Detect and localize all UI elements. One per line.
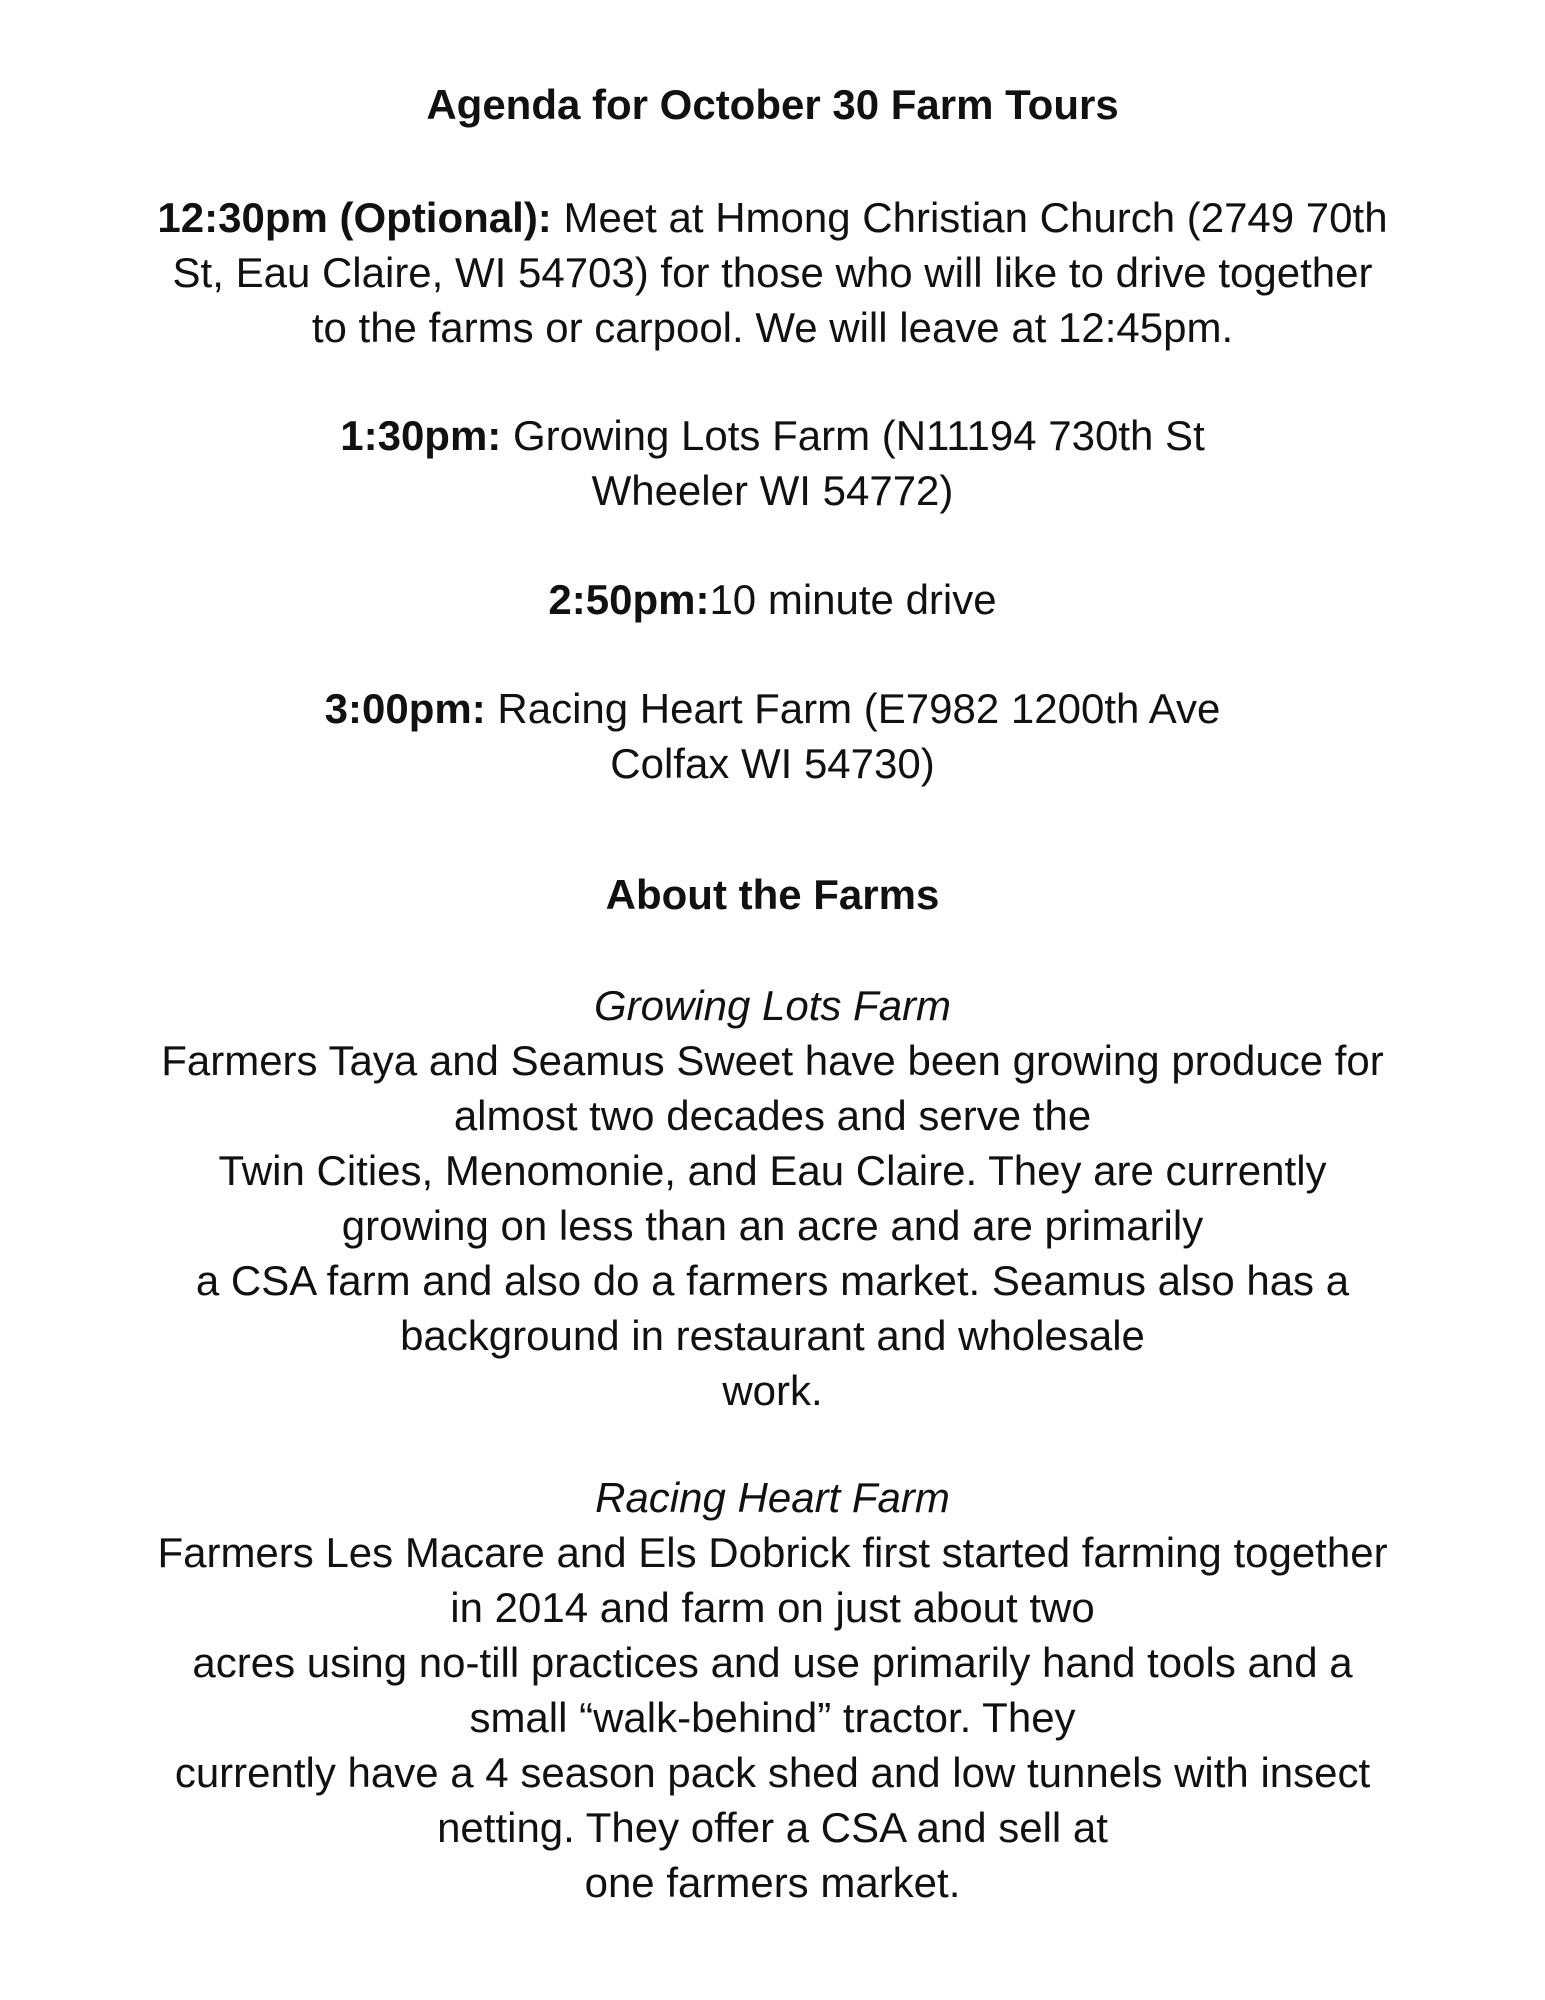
farm-text: background in restaurant and wholesale (400, 1312, 1145, 1359)
farm-text: almost two decades and serve the (453, 1092, 1092, 1139)
farm-name: Racing Heart Farm (595, 1474, 950, 1521)
farm-text: Twin Cities, Menomonie, and Eau Claire. They are currently (218, 1147, 1327, 1194)
agenda-item-racing-heart (70, 681, 1475, 791)
farm-description-racing-heart (70, 1470, 1475, 1910)
agenda-item-carpool (70, 190, 1475, 355)
agenda-time: 2:50pm: (548, 576, 710, 623)
farm-text: a CSA farm and also do a farmers market. Seamus also has a (195, 1257, 1350, 1304)
farm-text: one farmers market. (584, 1859, 961, 1906)
agenda-line (70, 190, 1475, 245)
agenda-text: Wheeler WI 54772) (591, 467, 954, 514)
agenda-text: St, Eau Claire, WI 54703) for those who will like to drive together (172, 249, 1373, 296)
agenda-text: 10 minute drive (709, 576, 997, 623)
agenda-text: Racing Heart Farm (E7982 1200th Ave (497, 685, 1221, 732)
farm-text: Farmers Taya and Seamus Sweet have been growing produce for (161, 1037, 1384, 1084)
agenda-text: to the farms or carpool. We will leave at 12:45pm. (311, 304, 1234, 351)
agenda-time: 3:00pm: (324, 685, 486, 732)
agenda-line (70, 572, 1475, 627)
farm-description-growing-lots (70, 978, 1475, 1418)
farm-text: currently have a 4 season pack shed and low tunnels with insect (174, 1749, 1371, 1796)
agenda-time: 12:30pm (Optional): (157, 194, 552, 241)
agenda-text: Growing Lots Farm (N11194 730th St (512, 412, 1205, 459)
agenda-item-growing-lots (70, 408, 1475, 518)
agenda-line (70, 681, 1475, 736)
agenda-text: Colfax WI 54730) (610, 740, 935, 787)
farm-text: small “walk-behind” tractor. They (469, 1694, 1076, 1741)
agenda-line (70, 408, 1475, 463)
farm-text: Farmers Les Macare and Els Dobrick first started farming together (157, 1529, 1388, 1576)
farm-name: Growing Lots Farm (593, 982, 952, 1029)
agenda-text: Meet at Hmong Christian Church (2749 70th (563, 194, 1388, 241)
about-farms-heading: About the Farms (605, 871, 940, 918)
document-title: Agenda for October 30 Farm Tours (426, 81, 1119, 128)
farm-text: work. (722, 1367, 823, 1414)
farm-text: netting. They offer a CSA and sell at (437, 1804, 1108, 1851)
agenda-time: 1:30pm: (340, 412, 502, 459)
agenda-item-drive (70, 572, 1475, 627)
farm-text: acres using no-till practices and use primarily hand tools and a (192, 1639, 1353, 1686)
farm-text: growing on less than an acre and are primarily (341, 1202, 1204, 1249)
farm-text: in 2014 and farm on just about two (450, 1584, 1095, 1631)
